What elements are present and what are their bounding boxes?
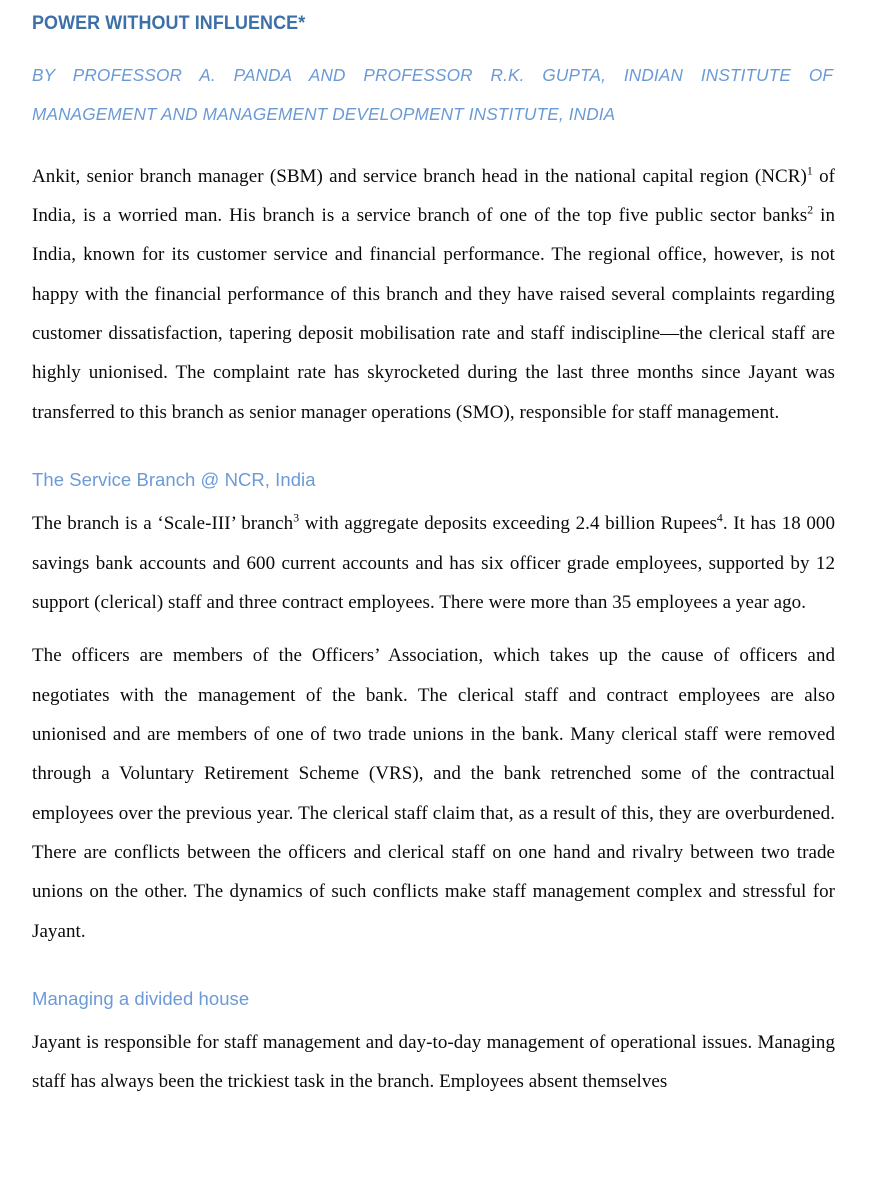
section-heading-service-branch: The Service Branch @ NCR, India <box>32 469 316 491</box>
spacer-before-heading-2 <box>32 951 835 987</box>
page-title: POWER WITHOUT INFLUENCE* <box>32 12 306 34</box>
footnote-marker-3: 3 <box>293 511 300 525</box>
section-1-p1-part-2: with aggregate deposits exceeding 2.4 billion Rupees <box>299 513 717 535</box>
section-2-paragraph-1: Jayant is responsible for staff management and day-to-day management of operational issues. Managing staff has always been the trickiest task in the branch. Employees absent themselves <box>32 1031 835 1093</box>
intro-text-part-1: Ankit, senior branch manager (SBM) and service branch head in the national capital region (NCR) <box>32 165 807 187</box>
spacer-after-byline <box>32 134 835 157</box>
section-1-paragraph-1 <box>32 504 835 622</box>
spacer-after-heading-1 <box>32 491 835 504</box>
spacer-after-heading-2 <box>32 1010 835 1023</box>
footnote-marker-2: 2 <box>807 203 814 217</box>
spacer-before-heading-1 <box>32 432 835 468</box>
intro-text-part-2: of India, is a worried man. His branch is a service branch of one of the top five public sector banks <box>32 165 835 227</box>
footnote-marker-4: 4 <box>716 511 723 525</box>
intro-text-part-3: in India, known for its customer service and financial performance. The regional office, however, is not happy with the financial performance of this branch and they have raised several complaints regarding customer dissatisfaction, tapering deposit mobilisation rate and staff indiscipline—the clerical staff are highly unionised. The complaint rate has skyrocketed during the last three months since Jayant was transferred to this branch as senior manager operations (SMO), responsible for staff management. <box>32 205 835 423</box>
author-byline: BY PROFESSOR A. PANDA AND PROFESSOR R.K. GUPTA, INDIAN INSTITUTE OF MANAGEMENT AND MANAGEMENT DEVELOPMENT INSTITUTE, INDIA <box>32 65 833 125</box>
spacer-between-paragraphs-1 <box>32 622 835 636</box>
footnote-marker-1: 1 <box>806 164 813 178</box>
section-1-paragraph-2: The officers are members of the Officers’ Association, which takes up the cause of officers and negotiates with the management of the bank. The clerical staff and contract employees are also unionised and are members of one of two trade unions in the bank. Many clerical staff were removed through a Voluntary Retirement Scheme (VRS), and the bank retrenched some of the contractual employees over the previous year. The clerical staff claim that, as a result of this, they are overburdened. There are conflicts between the officers and clerical staff on one hand and rivalry between two trade unions on the other. The dynamics of such conflicts make staff management complex and stressful for Jayant. <box>32 645 835 942</box>
section-1-p1-part-1: The branch is a ‘Scale-III’ branch <box>32 513 294 535</box>
intro-paragraph <box>32 157 835 432</box>
section-1-p1-part-3: . It has 18 000 savings bank accounts and 600 current accounts and has six officer grade employees, supported by 12 support (clerical) staff and three contract employees. There were more than 35 employees a year ago. <box>32 513 835 613</box>
section-heading-managing-divided-house: Managing a divided house <box>32 987 250 1009</box>
